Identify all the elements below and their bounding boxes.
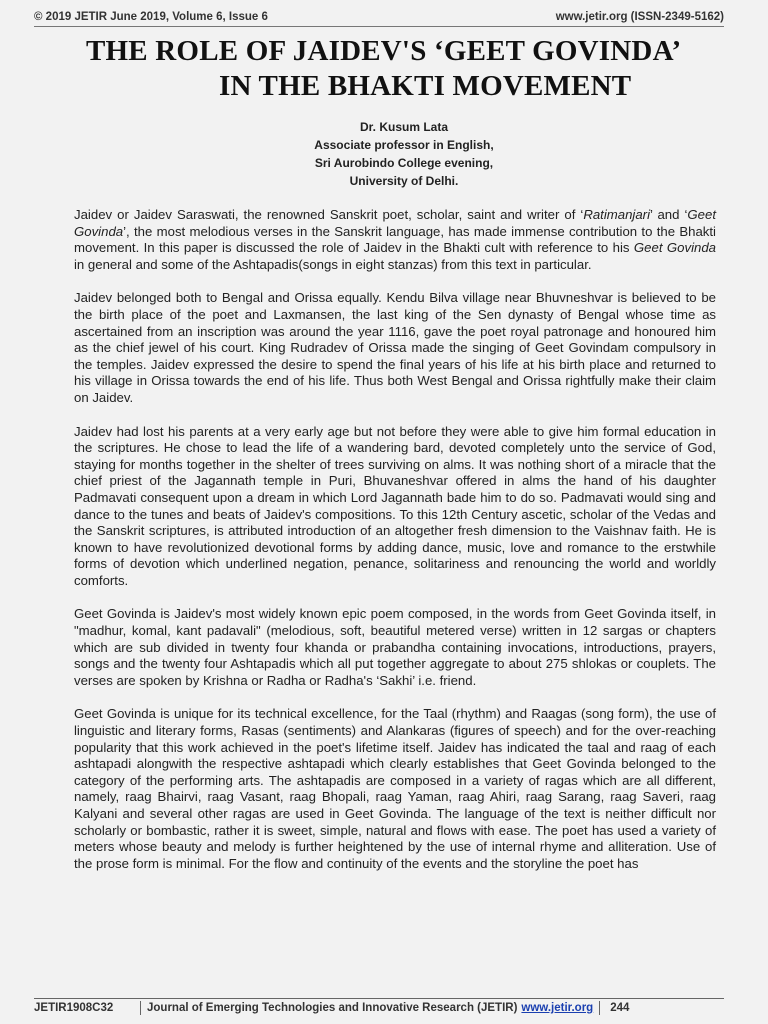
footer-website-link[interactable]: www.jetir.org <box>521 1002 594 1014</box>
p1-italic-geet-govinda-2: Geet Govinda <box>633 240 717 256</box>
p1-text-a: Jaidev or Jaidev Saraswati, the renowned Sanskrit poet, scholar, saint and writer of ‘ <box>74 207 584 222</box>
title-line-1: THE ROLE OF JAIDEV'S ‘GEET GOVINDA’ <box>86 35 682 67</box>
footer-paper-code: JETIR1908C32 <box>34 1002 114 1014</box>
header-website-issn: www.jetir.org (ISSN-2349-5162) <box>555 11 724 23</box>
p1-text-c: ’ and ‘ <box>650 207 688 222</box>
header-rule <box>34 26 724 27</box>
title-line-2: IN THE BHAKTI MOVEMENT <box>219 70 632 102</box>
page-footer <box>34 998 724 1015</box>
p1-text-g: in general and some of the Ashtapadis(songs in eight stanzas) from this text in particular. <box>74 256 592 272</box>
paragraph-1 <box>74 207 716 273</box>
p1-italic-geet-govinda: Geet Govinda <box>74 207 716 239</box>
paragraph-3: Jaidev had lost his parents at a very early age but not before they were able to give him formal education in the scriptures. He chose to lead the life of a wandering bard, devoted completely unto the service of God, staying for months together in the shelter of trees surviving on alms. It was nothing short of a miracle that the chief priest of the Jagannath temple in Puri, Bhuvaneshvar offered in alms the hand of his daughter Padmavati consequent upon a dream in which Lord Jagannath bade him to do so. Padmavati would sing and dance to the tunes and beats of Jaidev's compositions. To this 12th Century ascetic, scholar of the Vedas and the Sanskrit scriptures, is attributed introduction of an altogether fresh dimension to the Vaishnav faith. He is known to have revolutionized devotional forms by adding dance, music, love and romance to the erstwhile forms of devotion which underlined negation, penance, solitariness and renouncing the world and worldly comforts. <box>74 423 716 588</box>
footer-journal-name: Journal of Emerging Technologies and Innovative Research (JETIR) <box>147 1002 518 1014</box>
paragraph-2: Jaidev belonged both to Bengal and Orissa equally. Kendu Bilva village near Bhuvneshvar is believed to be the birth place of the poet and Laxmansen, the last king of the Sen dynasty of Bengal whose time as ascertained from an inscription was around the year 1116, gave the poet royal patronage and honoured him as the chief jewel of his court. King Rudradev of Orissa made the singing of Geet Govindam compulsory in the temples. Jaidev expressed the desire to spend the final years of his life at his birth place and returned to his village in Orissa towards the end of his life. Thus both West Bengal and Orissa rightfully make their claim on Jaidev. <box>74 290 716 405</box>
paragraph-5: Geet Govinda is unique for its technical excellence, for the Taal (rhythm) and Raagas (song form), the use of linguistic and literary forms, Rasas (sentiments) and Alankaras (figures of speech) and for the over-reaching popularity that this work achieved in the poet's lifetime itself. Jaidev has indicated the taal and raag of each ashtapadi alongwith the respective ashtapadi which clearly establishes that Geet Govinda belonged to the category of the performing arts. The ashtapadis are composed in a variety of ragas which are all different, namely, raag Bhairvi, raag Vasant, raag Bhopali, raag Yaman, raag Ahiri, raag Sarang, raag Saveri, raag Kalyani and several other ragas are used in Geet Govinda. The language of the text is neither difficult nor scholarly or bombastic, rather it is sweet, simple, natural and flows with ease. The poet has used a variety of meters whose beauty and melody is further heightened by the use of internal rhyme and alliteration. Use of the prose form is minimal. For the flow and continuity of the events and the storyline the poet has <box>74 706 716 871</box>
header-issue-info: © 2019 JETIR June 2019, Volume 6, Issue 6 <box>34 11 268 23</box>
author-position: Associate professor in English, <box>314 138 494 152</box>
footer-separator-2 <box>599 1001 600 1015</box>
author-college: Sri Aurobindo College evening, <box>314 156 494 170</box>
author-name: Dr. Kusum Lata <box>359 120 449 134</box>
body-text <box>74 207 716 889</box>
footer-page-number: 244 <box>610 1002 630 1014</box>
paragraph-4: Geet Govinda is Jaidev's most widely known epic poem composed, in the words from Geet Govinda itself, in "madhur, komal, kant padavali" (melodious, soft, beautiful metered verse) written in 12 sargas or chapters which are sub divided in twenty four khanda or prabandha containing invocations, introductions, prayers, songs and the twenty four Ashtapadis which all put together aggregate to about 275 shlokas or couplets. The verses are spoken by Krishna or Radha or Radha's ‘Sakhi’ i.e. friend. <box>74 606 716 688</box>
page-header <box>34 11 724 23</box>
p1-text-e: ’, the most melodious verses in the Sanskrit language, has made immense contribution to the Bhakti movement. In this paper is discussed the role of Jaidev in the Bhakti cult with reference to his <box>74 223 716 256</box>
author-university: University of Delhi. <box>349 174 459 188</box>
author-block <box>0 118 768 190</box>
p1-italic-ratimanjari: Ratimanjari <box>583 207 651 222</box>
footer-separator <box>140 1001 141 1015</box>
